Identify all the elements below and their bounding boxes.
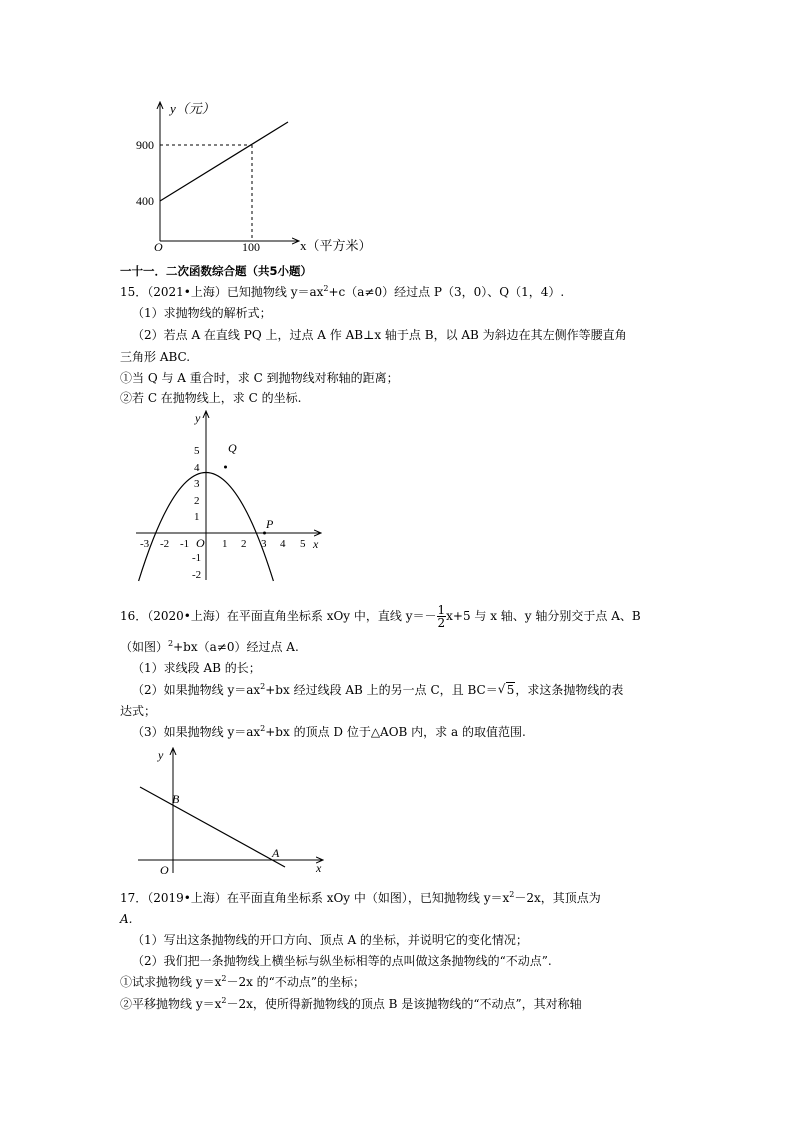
x-tick-1: 1 [222, 538, 228, 550]
x-tick-5: 5 [300, 538, 306, 550]
q16-part3a: （3）如果抛物线 y＝ax [132, 725, 261, 739]
origin-label: O [154, 240, 163, 254]
q16-part2-exp: 2 [260, 682, 266, 691]
y-tick-m2: -2 [192, 569, 202, 581]
point-b-label: B [172, 792, 180, 806]
q17-line1c: －2x，其顶点为 [514, 891, 601, 905]
q16-part3c: +bx 的顶点 D 位于△AOB 内，求 a 的取值范围. [265, 725, 526, 739]
x-tick-4: 4 [280, 538, 286, 550]
q15-part2a: （2）若点 A 在直线 PQ 上，过点 A 作 AB⊥x 轴于点 B，以 AB 为斜边在其左侧作等腰直角 [132, 328, 627, 342]
q17-p3a: ①试求抛物线 y＝x [120, 975, 222, 989]
y-tick-1: 1 [194, 511, 200, 523]
y-tick-400: 400 [136, 194, 154, 208]
q17-part2: （2）我们把一条抛物线上横坐标与纵坐标相等的点叫做这条抛物线的“不动点”. [132, 954, 552, 968]
q16-line2a: （如图） [120, 640, 169, 654]
q15-part2-1: ①当 Q 与 A 重合时，求 C 到抛物线对称轴的距离； [120, 371, 399, 385]
q16-part2a: （2）如果抛物线 y＝ax [132, 683, 261, 697]
section-heading: 一十一．二次函数综合题（共5小题） [120, 264, 312, 278]
x-tick-m3: -3 [140, 538, 150, 550]
q15-intro-exp: 2 [323, 284, 329, 293]
q17-part1: （1）写出这条抛物线的开口方向、顶点 A 的坐标，并说明它的变化情况； [132, 933, 528, 947]
y-tick-2: 2 [194, 495, 200, 507]
q15-part2-2: ②若 C 在抛物线上，求 C 的坐标. [120, 391, 302, 405]
y-axis-label: y（元） [170, 101, 215, 116]
q16-part3-exp: 2 [260, 724, 266, 733]
q16-frac-num: 1 [437, 603, 446, 617]
x-axis-label: x（平方米） [300, 238, 372, 253]
q16-frac-den: 2 [437, 616, 446, 630]
x-tick-2: 2 [241, 538, 247, 550]
q17-line1 [120, 890, 601, 906]
point-p-label: P [266, 517, 274, 531]
y-tick-4: 4 [194, 462, 200, 474]
q17-p3-exp: 2 [221, 974, 227, 983]
q16-sqrt-radicand: 5 [506, 683, 515, 697]
point-p-dot [263, 532, 266, 535]
q16-part2c: +bx 经过线段 AB 上的另一点 C，且 BC＝ [265, 683, 498, 697]
line-ab [140, 787, 285, 867]
q16-fraction [437, 604, 447, 629]
point-q-label: Q [228, 441, 237, 455]
q16-line1 [120, 604, 641, 629]
point-a-label: A [272, 846, 280, 860]
origin-label: O [196, 536, 205, 550]
q15-part2b: 三角形 ABC. [120, 350, 191, 364]
q17-line1a: 17．（2019•上海）在平面直角坐标系 xOy 中（如图），已知抛物线 y＝x [120, 891, 510, 905]
q17-line1-exp: 2 [509, 890, 515, 899]
q16-part2f: 达式； [120, 704, 157, 718]
q17-p4-exp: 2 [221, 996, 227, 1005]
x-axis-label: x [316, 861, 322, 875]
point-q-dot [224, 466, 227, 469]
q16-line1a: 16．（2020•上海）在平面直角坐标系 xOy 中，直线 y＝－ [120, 609, 437, 623]
x-tick-3: 3 [261, 538, 267, 550]
q16-line2c: +bx（a≠0）经过点 A. [173, 640, 299, 654]
y-tick-m1: -1 [192, 552, 202, 564]
q16-line2-exp: 2 [168, 639, 174, 648]
q16-line2 [120, 639, 299, 655]
q17-p3c: －2x 的“不动点”的坐标； [226, 975, 365, 989]
q16-part1: （1）求线段 AB 的长； [132, 661, 261, 675]
x-tick-100: 100 [242, 240, 260, 254]
y-tick-3: 3 [194, 478, 200, 490]
x-tick-m1: -1 [180, 538, 190, 550]
y-tick-5: 5 [194, 445, 200, 457]
q15-intro [120, 284, 564, 300]
y-tick-900: 900 [136, 138, 154, 152]
q16-part2e: ，求这条抛物线的表 [515, 683, 624, 697]
q17-line2: A. [120, 912, 133, 926]
y-axis-label: y [195, 411, 201, 425]
cost-line [160, 122, 288, 201]
origin-label: O [160, 863, 169, 877]
x-axis-label: x [313, 537, 319, 551]
q17-p4a: ②平移抛物线 y＝x [120, 997, 222, 1011]
line-ab-graph [130, 745, 340, 877]
y-axis-label: y [158, 748, 164, 762]
q17-part2-2 [120, 996, 582, 1012]
q17-part2-1 [120, 974, 365, 990]
q16-sqrt: √ 5 [497, 682, 515, 697]
cost-line-graph [130, 95, 400, 260]
q15-part1: （1）求抛物线的解析式； [132, 306, 272, 320]
q15-intro-a: 15．（2021•上海）已知抛物线 y＝ax [120, 285, 324, 299]
q16-line1b: x+5 与 x 轴、y 轴分别交于点 A、B [446, 609, 641, 623]
q16-part2 [132, 682, 623, 698]
parabola-graph [130, 408, 330, 588]
q17-p4c: －2x，使所得新抛物线的顶点 B 是该抛物线的“不动点”，其对称轴 [226, 997, 582, 1011]
x-tick-m2: -2 [160, 538, 170, 550]
q15-intro-c: +c（a≠0）经过点 P（3，0）、Q（1，4）. [328, 285, 565, 299]
q16-part3 [132, 724, 526, 740]
